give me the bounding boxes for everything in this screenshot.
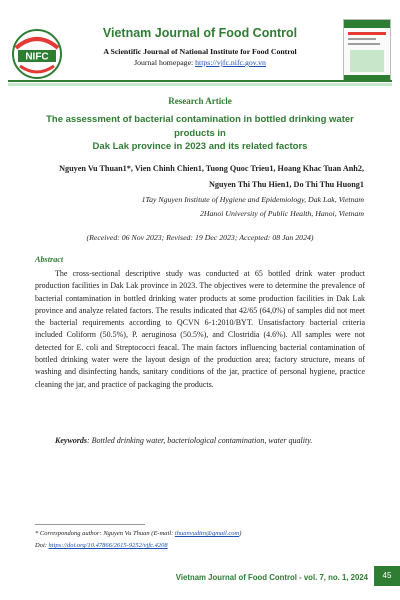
- keywords-list: : Bottled drinking water, bacteriological contamination, water quality.: [87, 436, 313, 445]
- footer-journal-issue: Vietnam Journal of Food Control - vol. 7, no. 1, 2024: [175, 573, 368, 582]
- homepage-link[interactable]: https://vjfc.nifc.gov.vn: [195, 58, 266, 67]
- article-dates: (Received: 06 Nov 2023; Revised: 19 Dec 2023; Accepted: 08 Jan 2024): [86, 233, 314, 242]
- affiliation-1: 1Tay Nguyen Institute of Hygiene and Epidemiology, Dak Lak, Vietnam: [141, 195, 364, 204]
- corresponding-prefix: * Correspondong author: Nguyen Vu Thuan (E-mail:: [35, 530, 175, 537]
- header-bar: [8, 83, 392, 86]
- journal-cover-thumbnail: [343, 19, 391, 81]
- journal-title: Vietnam Journal of Food Control: [102, 26, 298, 40]
- article-title: [35, 113, 365, 154]
- article-type: Research Article: [168, 96, 232, 106]
- corresponding-email-link[interactable]: thuanvudttn@gmail.com: [174, 530, 240, 537]
- header-rule: [8, 80, 392, 82]
- journal-subtitle: A Scientific Journal of National Institute for Food Control: [103, 47, 297, 56]
- authors-line-1: Nguyen Vu Thuan1*, Vien Chinh Chien1, Tuong Quoc Trieu1, Hoang Khac Tuan Anh2,: [59, 164, 364, 173]
- doi-label: Doi:: [35, 542, 49, 549]
- logo-text: NIFC: [25, 51, 49, 63]
- page-number: 45: [374, 566, 400, 586]
- keywords-label: Keywords: [55, 436, 87, 445]
- abstract-text: The cross-sectional descriptive study was conducted at 65 bottled drink water product production facilities in Dak Lak province in 2023. The objectives were to determine the prevalence of bacterial contamination in bottled drinking water products at some production facilities in Dak Lak province and analyze related factors. The results indicated that 42/65 (64,0%) of samples did not meet the bacterial requirements according to QCVN 6-1:2010/BYT. Unsatisfactory bacterial criteria included Coliform (50.5%), P. aeruginosa (50.5%), and Clostridia (4.6%). All samples were not detected for E. coli and Streptococci feacal. The main factors influencing bacterial contamination of bottled drinking water were the layout design of the production area; factory structure, means of washing and disinfecting hands, sanitary conditions of the jar, practice of personal hygiene, practice cleaning the jar, and practice of packaging the products.: [35, 269, 365, 389]
- journal-homepage: [0, 58, 400, 67]
- doi-footnote: [35, 542, 365, 549]
- authors-line-2: Nguyen Thi Thu Hien1, Do Thi Thu Huong1: [208, 180, 364, 189]
- keywords: [35, 436, 365, 445]
- homepage-label: Journal homepage:: [134, 58, 196, 67]
- title-line-1: The assessment of bacterial contamination in bottled drinking water products in: [46, 114, 354, 139]
- corresponding-suffix: ): [239, 530, 242, 537]
- affiliation-2: 2Hanoi University of Public Health, Hanoi, Vietnam: [200, 209, 364, 218]
- abstract-heading: Abstract: [35, 255, 64, 264]
- doi-link[interactable]: https://doi.org/10.47866/2615-9252/vjfc.4208: [48, 542, 168, 549]
- corresponding-author-footnote: [35, 530, 365, 537]
- title-line-2: Dak Lak province in 2023 and its related factors: [92, 141, 308, 152]
- authors: [34, 161, 364, 193]
- footnote-rule: [35, 524, 145, 525]
